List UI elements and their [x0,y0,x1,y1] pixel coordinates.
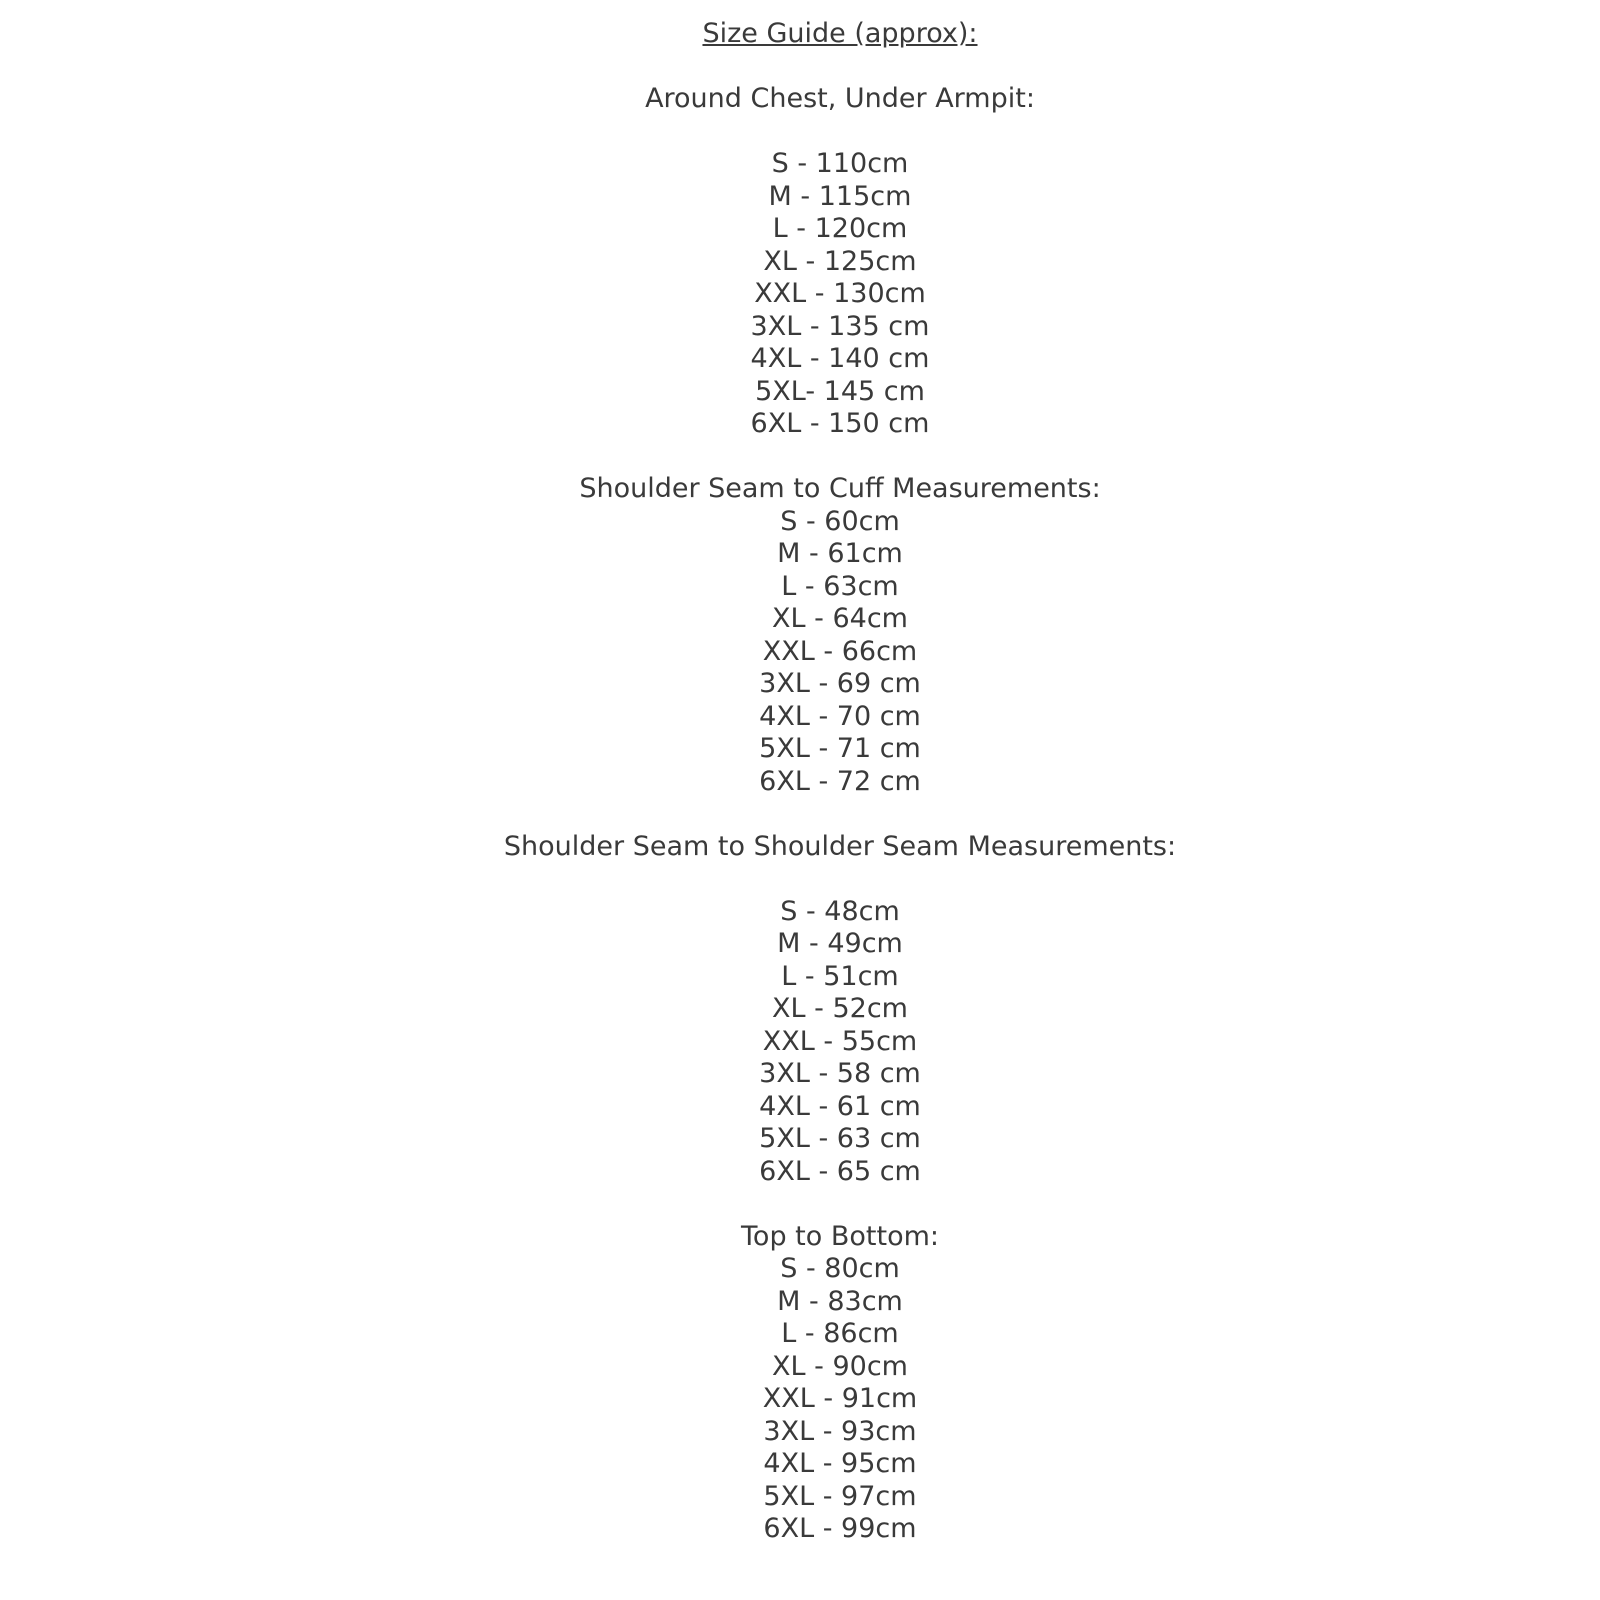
size-line: 4XL - 70 cm [759,700,921,732]
spacer [80,798,1600,831]
spacer [80,863,1600,896]
section-heading: Top to Bottom: [741,1220,939,1252]
size-line: 3XL - 93cm [763,1415,917,1447]
size-line: S - 80cm [780,1253,900,1284]
section-shoulder-to-shoulder [80,831,1600,1189]
size-line: 4XL - 140 cm [750,343,930,374]
size-line: 3XL - 58 cm [759,1058,921,1089]
size-line: XXL - 91cm [762,1383,918,1414]
size-line: 3XL - 69 cm [759,668,921,699]
section-heading: Shoulder Seam to Shoulder Seam Measurements: [503,830,1177,862]
size-line: M - 61cm [777,538,903,569]
section-heading: Around Chest, Under Armpit: [645,83,1035,114]
size-line: XL - 90cm [772,1350,908,1382]
spacer [80,1188,1600,1221]
size-line: S - 60cm [780,505,900,537]
size-line: 4XL - 95cm [763,1448,917,1479]
size-line: L - 63cm [781,570,899,602]
size-line: L - 120cm [772,213,908,244]
size-line: M - 49cm [777,928,903,959]
size-line: 3XL - 135 cm [750,310,930,342]
section-shoulder-to-cuff [80,473,1600,798]
size-line: XL - 125cm [763,245,917,277]
size-line: S - 110cm [771,148,909,179]
section-heading: Shoulder Seam to Cuff Measurements: [579,473,1101,504]
size-line: 6XL - 65 cm [759,1155,921,1187]
size-line: 5XL - 63 cm [759,1123,921,1154]
size-line: M - 115cm [768,180,912,212]
section-top-to-bottom [80,1221,1600,1546]
spacer [80,441,1600,474]
size-line: 5XL - 97cm [763,1480,917,1512]
size-line: 6XL - 150 cm [750,408,930,439]
size-line: XXL - 66cm [762,635,918,667]
size-line: 6XL - 99cm [763,1513,917,1544]
size-line: XXL - 130cm [754,278,926,309]
size-line: XXL - 55cm [762,1025,918,1057]
size-line: XL - 52cm [772,993,908,1024]
size-line: M - 83cm [777,1285,903,1317]
size-line: L - 51cm [781,960,899,992]
page-title: Size Guide (approx): [702,18,978,49]
size-line: 4XL - 61 cm [759,1090,921,1122]
spacer [80,116,1600,149]
size-line: 6XL - 72 cm [759,765,921,797]
size-line: XL - 64cm [772,603,908,634]
size-line: S - 48cm [780,895,900,927]
size-line: 5XL- 145 cm [755,375,925,407]
size-line: L - 86cm [781,1318,899,1349]
section-around-chest [80,83,1600,441]
size-line: 5XL - 71 cm [759,733,921,764]
spacer [80,51,1600,84]
